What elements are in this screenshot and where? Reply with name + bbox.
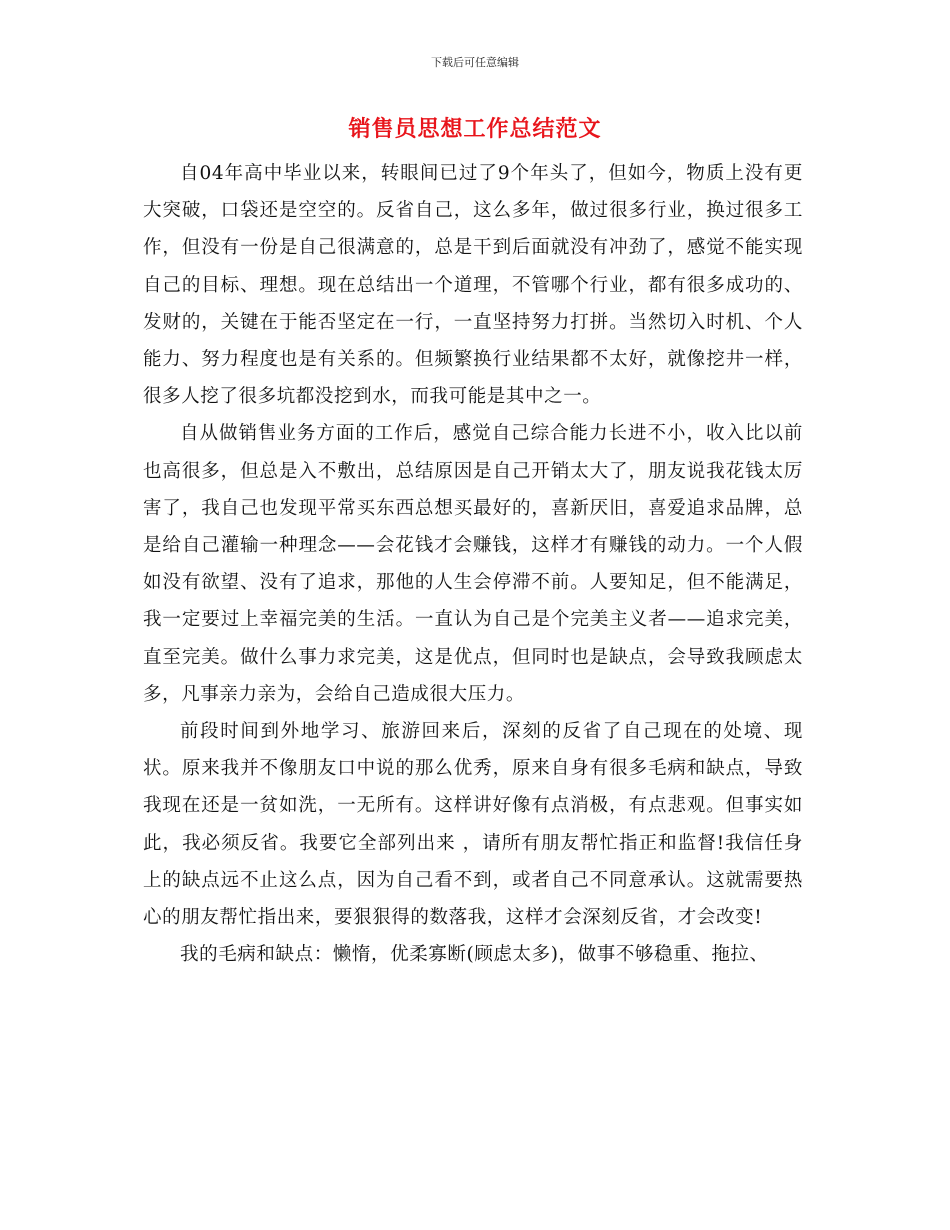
paragraph-4: 我的毛病和缺点：懒惰，优柔寡断(顾虑太多)，做事不够稳重、拖拉、 bbox=[180, 944, 769, 966]
header-note: 下载后可任意编辑 bbox=[431, 56, 519, 69]
document-title: 销售员思想工作总结范文 bbox=[348, 117, 602, 142]
document-body bbox=[143, 155, 803, 973]
paragraph-3: 前段时间到外地学习、旅游回来后，深刻的反省了自己现在的处境、现状。原来我并不像朋友口中说的那么优秀，原来自身有很多毛病和缺点，导致我现在还是一贫如洗，一无所有。这样讲好像有点消极，有点悲观。但事实如此，我必须反省。我要它全部列出来 ，请所有朋友帮忙指正和监督!我信任身上的缺点远不止这么点，因为自己看不到，或者自己不同意承认。这就需要热心的朋友帮忙指出来，要狠狠得的数落我，这样才会深刻反省，才会改变! bbox=[143, 721, 803, 929]
paragraph-1: 自04年高中毕业以来，转眼间已过了9个年头了，但如今，物质上没有更大突破，口袋还是空空的。反省自己，这么多年，做过很多行业，换过很多工作，但没有一份是自己很满意的，总是干到后面就没有冲劲了，感觉不能实现自己的目标、理想。现在总结出一个道理，不管哪个行业，都有很多成功的、发财的，关键在于能否坚定在一行，一直坚持努力打拼。当然切入时机、个人能力、努力程度也是有关系的。但频繁换行业结果都不太好，就像挖井一样，很多人挖了很多坑都没挖到水，而我可能是其中之一。 bbox=[143, 163, 803, 408]
paragraph-2: 自从做销售业务方面的工作后，感觉自己综合能力长进不小，收入比以前也高很多，但总是入不敷出，总结原因是自己开销太大了，朋友说我花钱太厉害了，我自己也发现平常买东西总想买最好的，喜新厌旧，喜爱追求品牌，总是给自己灌输一种理念——会花钱才会赚钱，这样才有赚钱的动力。一个人假如没有欲望、没有了追求，那他的人生会停滞不前。人要知足，但不能满足，我一定要过上幸福完美的生活。一直认为自己是个完美主义者——追求完美，直至完美。做什么事力求完美，这是优点，但同时也是缺点，会导致我顾虑太多，凡事亲力亲为，会给自己造成很大压力。 bbox=[143, 423, 803, 705]
